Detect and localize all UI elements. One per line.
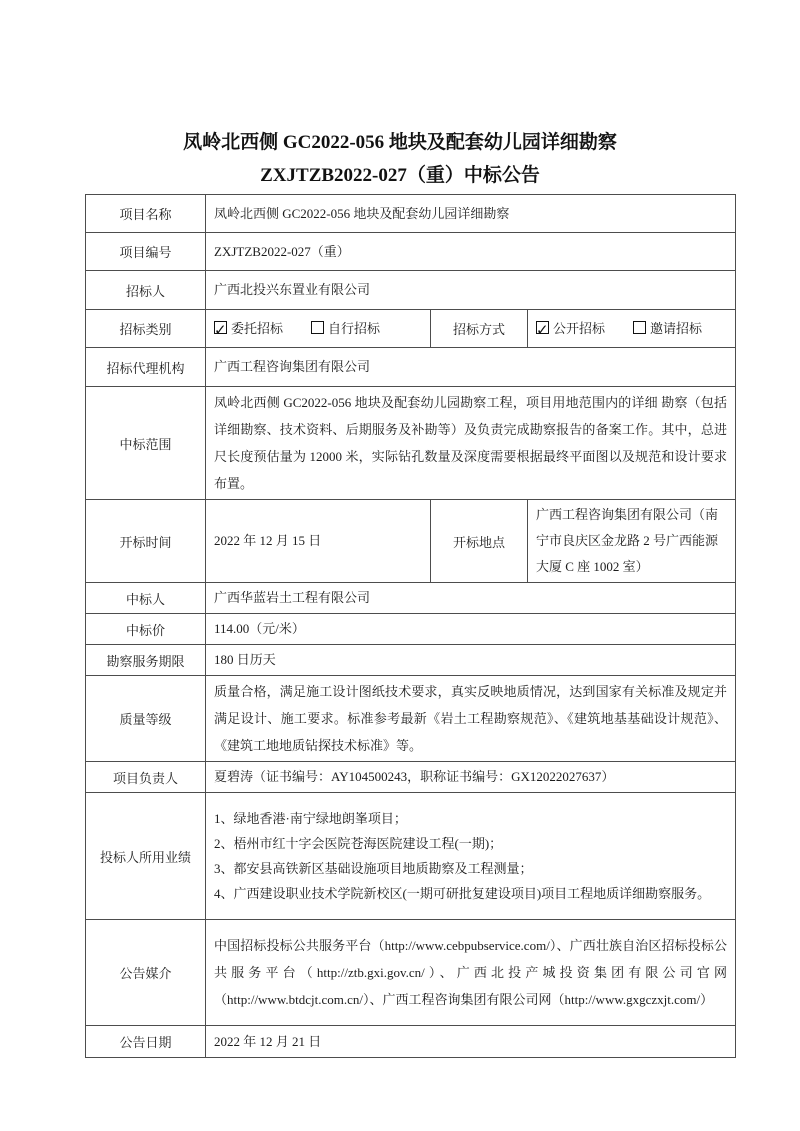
document-title-line2: ZXJTZB2022-027（重）中标公告 (260, 165, 540, 186)
document-title-line1: 凤岭北西侧 GC2022-056 地块及配套幼儿园详细勘察 (183, 132, 617, 153)
bid-opening-place-label: 开标地点 (431, 500, 528, 583)
checkbox-checked-icon (536, 321, 549, 334)
announcement-table (85, 194, 736, 1058)
tender-category-option-entrusted: ✓ 委托招标 (214, 321, 283, 336)
checkbox-checked-icon (214, 321, 227, 334)
winner-value: 广西华蓝岩土工程有限公司 (206, 583, 736, 614)
checkbox-unchecked-icon (311, 321, 324, 334)
announce-date-value: 2022 年 12 月 21 日 (206, 1026, 736, 1058)
tender-category-options (206, 310, 431, 348)
tender-category-label: 招标类别 (86, 310, 206, 348)
row-winner (86, 583, 736, 614)
row-tenderer (86, 271, 736, 310)
duration-value: 180 日历天 (206, 645, 736, 676)
row-quality (86, 676, 736, 762)
achievement-item: 4、广西建设职业技术学院新校区(一期可研批复建设项目)项目工程地质详细勘察服务。 (214, 886, 711, 901)
tenderer-label: 招标人 (86, 271, 206, 310)
row-manager (86, 762, 736, 793)
row-project-number (86, 233, 736, 271)
row-scope (86, 387, 736, 500)
price-label: 中标价 (86, 614, 206, 645)
project-number-value: ZXJTZB2022-027（重） (206, 233, 736, 271)
media-label: 公告媒介 (86, 920, 206, 1026)
row-media (86, 920, 736, 1026)
manager-value: 夏碧涛（证书编号：AY104500243，职称证书编号：GX12022027637） (206, 762, 736, 793)
price-value: 114.00（元/米） (206, 614, 736, 645)
achievements-value (206, 793, 736, 920)
winner-label: 中标人 (86, 583, 206, 614)
agency-value: 广西工程咨询集团有限公司 (206, 348, 736, 387)
tender-method-option-invite: 邀请招标 (633, 321, 702, 336)
achievement-item: 2、梧州市红十字会医院苍海医院建设工程(一期)； (214, 836, 503, 851)
achievement-item: 1、绿地香港·南宁绿地朗峯项目； (214, 811, 407, 826)
media-value: 中国招标投标公共服务平台（http://www.cebpubservice.com/）、广西壮族自治区招标投标公共服务平台（http://ztb.gxi.gov.cn/）、广西北投产城投资集团有限公司官网（http://www.btdcjt.com.cn/）、广西工程咨询集团有限公司网（http://www.gxgczxjt.com/） (206, 920, 736, 1026)
row-achievements (86, 793, 736, 920)
bid-opening-time-label: 开标时间 (86, 500, 206, 583)
checkbox-unchecked-icon (633, 321, 646, 334)
row-price (86, 614, 736, 645)
quality-label: 质量等级 (86, 676, 206, 762)
manager-label: 项目负责人 (86, 762, 206, 793)
scope-value: 凤岭北西侧 GC2022-056 地块及配套幼儿园勘察工程，项目用地范围内的详细 勘察（包括详细勘察、技术资料、后期服务及补勘等）及负责完成勘察报告的备案工作。其中，总进尺长度预估量为 12000 米，实际钻孔数量及深度需要根据最终平面图以及规范和设计要求布置。 (206, 387, 736, 500)
achievements-label: 投标人所用业绩 (86, 793, 206, 920)
row-tender-category (86, 310, 736, 348)
tender-method-label: 招标方式 (431, 310, 528, 348)
agency-label: 招标代理机构 (86, 348, 206, 387)
duration-label: 勘察服务期限 (86, 645, 206, 676)
row-agency (86, 348, 736, 387)
document-title (0, 0, 800, 192)
announce-date-label: 公告日期 (86, 1026, 206, 1058)
tender-method-options (528, 310, 736, 348)
row-project-name (86, 195, 736, 233)
project-name-label: 项目名称 (86, 195, 206, 233)
row-announce-date (86, 1026, 736, 1058)
row-bid-opening (86, 500, 736, 583)
tender-method-option-open: ✓ 公开招标 (536, 321, 605, 336)
bid-opening-time-value: 2022 年 12 月 15 日 (206, 500, 431, 583)
tenderer-value: 广西北投兴东置业有限公司 (206, 271, 736, 310)
tender-category-option-self: 自行招标 (311, 321, 380, 336)
row-duration (86, 645, 736, 676)
achievement-item: 3、都安县高铁新区基础设施项目地质勘察及工程测量； (214, 861, 533, 876)
scope-label: 中标范围 (86, 387, 206, 500)
bid-opening-place-value: 广西工程咨询集团有限公司（南宁市良庆区金龙路 2 号广西能源大厦 C 座 1002 室） (528, 500, 736, 583)
quality-value: 质量合格，满足施工设计图纸技术要求，真实反映地质情况，达到国家有关标准及规定并满足设计、施工要求。标准参考最新《岩土工程勘察规范》、《建筑地基基础设计规范》、《建筑工地地质钻探技术标准》等。 (206, 676, 736, 762)
project-name-value: 凤岭北西侧 GC2022-056 地块及配套幼儿园详细勘察 (206, 195, 736, 233)
project-number-label: 项目编号 (86, 233, 206, 271)
